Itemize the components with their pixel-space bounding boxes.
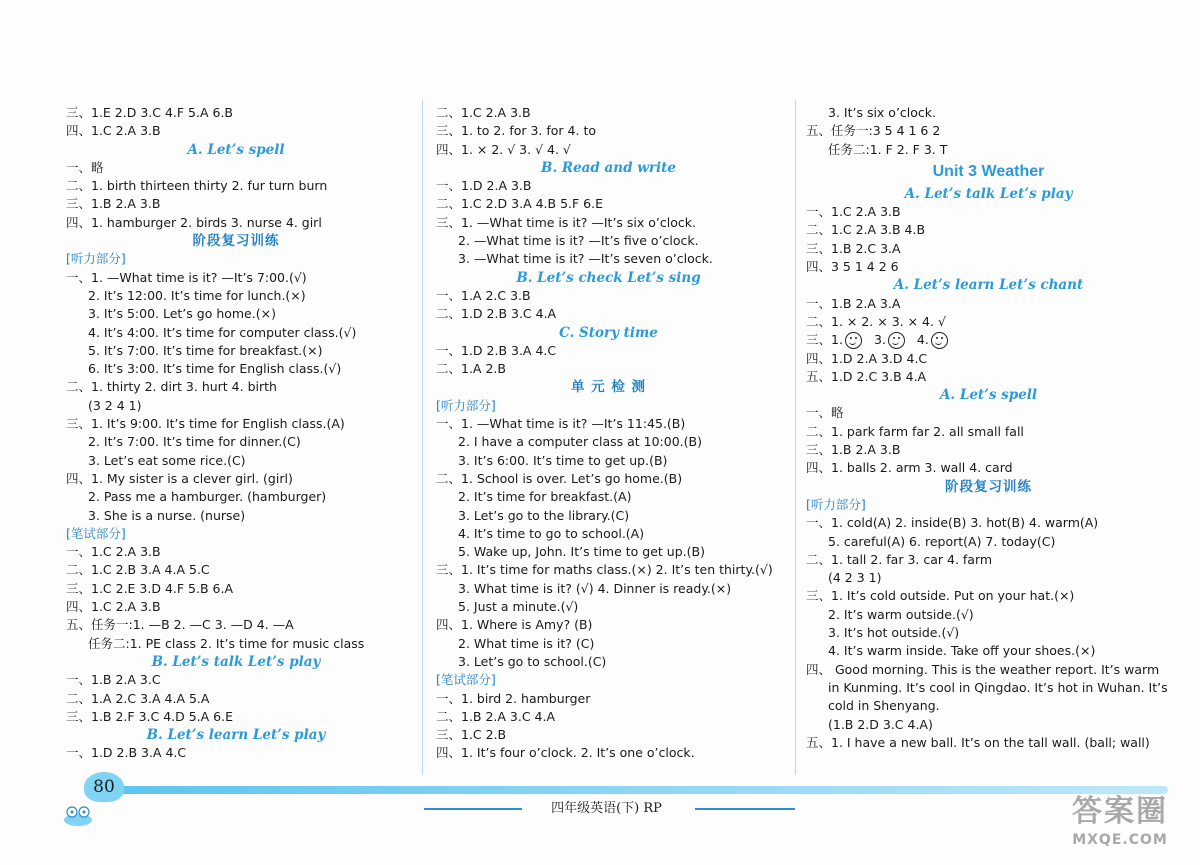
- answer-line: 2. It’s warm outside.(√): [828, 606, 974, 622]
- answer-line: 2. It’s time for breakfast.(A): [458, 489, 632, 505]
- answer-line: 5. It’s 7:00. It’s time for breakfast.(×): [88, 342, 323, 358]
- answer-line: 3. It’s 6:00. It’s time to get up.(B): [458, 452, 668, 468]
- answer-line: 五、1.D 2.C 3.B 4.A: [806, 368, 927, 384]
- answer-line: 2. What time is it? (C): [458, 635, 595, 651]
- answer-line: 三、1.B 2.A 3.B: [806, 442, 901, 458]
- answer-line: cold in Shenyang.: [828, 698, 940, 714]
- answer-line: 3. It’s 5:00. Let’s go home.(×): [88, 306, 276, 322]
- answer-line: 一、1.C 2.A 3.B: [66, 544, 161, 560]
- answer-line: 一、1.D 2.A 3.B: [436, 178, 532, 194]
- answer-line: 5. Just a minute.(√): [458, 599, 579, 615]
- smiley-face-icon: [845, 332, 862, 349]
- footer-rule-left: [424, 808, 522, 810]
- smiley-face-icon: [888, 332, 905, 349]
- answer-line: 三、1. —What time is it? —It’s six o’clock.: [436, 214, 696, 230]
- answer-line: 二、1.C 2.A 3.B 4.B: [806, 222, 926, 238]
- answer-line: 2. —What time is it? —It’s five o’clock.: [458, 233, 699, 249]
- answer-line: 2. I have a computer class at 10:00.(B): [458, 434, 702, 450]
- answer-line: 二、1. × 2. × 3. × 4. √: [806, 313, 946, 329]
- part-label: [听力部分]: [806, 496, 866, 512]
- answer-number: 三、1.: [806, 332, 843, 348]
- answer-line: (4 2 3 1): [828, 570, 882, 586]
- answer-line: 四、 Good morning. This is the weather report. It’s warm: [806, 661, 1160, 677]
- section-heading: A. Let’s spell: [939, 387, 1038, 404]
- column-right: [806, 104, 1171, 752]
- answer-line: 一、1.D 2.B 3.A 4.C: [66, 745, 187, 761]
- book-title: 四年级英语(下) RP: [551, 801, 662, 816]
- answer-line: 二、1. School is over. Let’s go home.(B): [436, 470, 683, 486]
- mascot-icon: [58, 800, 98, 828]
- answer-line: 四、1. My sister is a clever girl. (girl): [66, 470, 293, 486]
- page-number: 80: [84, 772, 124, 802]
- column-divider: [422, 100, 423, 775]
- watermark-text: 答案圈: [1072, 794, 1168, 829]
- answer-line: 一、1.A 2.C 3.B: [436, 287, 531, 303]
- answer-line: 5. careful(A) 6. report(A) 7. today(C): [828, 533, 1056, 549]
- answer-line: 二、1. park farm far 2. all small fall: [806, 423, 1024, 439]
- answer-line: 四、1. Where is Amy? (B): [436, 617, 593, 633]
- answer-line: 二、1. tall 2. far 3. car 4. farm: [806, 551, 993, 567]
- answer-line: 四、1.D 2.A 3.D 4.C: [806, 350, 928, 366]
- answer-line: 三、1.C 2.B: [436, 727, 507, 743]
- answer-line: in Kunming. It’s cool in Qingdao. It’s hot in Wuhan. It’s: [828, 679, 1168, 695]
- answer-line: (1.B 2.D 3.C 4.A): [828, 716, 933, 732]
- answer-line: 二、1.A 2.B: [436, 361, 506, 377]
- answer-line: 五、1. I have a new ball. It’s on the tall wall. (ball; wall): [806, 734, 1150, 750]
- section-heading: A. Let’s learn Let’s chant: [893, 277, 1084, 294]
- chapter-heading: 单 元 检 测: [570, 379, 647, 396]
- answer-line: 5. Wake up, John. It’s time to get up.(B): [458, 544, 705, 560]
- answer-line: 一、1.B 2.A 3.A: [806, 295, 901, 311]
- watermark-url: MXQE.COM: [1072, 832, 1168, 848]
- answer-line: 四、3 5 1 4 2 6: [806, 259, 899, 275]
- section-heading: B. Let’s talk Let’s play: [151, 653, 321, 670]
- answer-line: 一、1.C 2.A 3.B: [806, 204, 901, 220]
- part-label: [笔试部分]: [66, 525, 126, 541]
- chapter-heading: 阶段复习训练: [945, 478, 1032, 495]
- answer-line: 四、1. It’s four o’clock. 2. It’s one o’clock.: [436, 745, 695, 761]
- answer-number: 4.: [916, 332, 929, 348]
- answer-line: 4. It’s 4:00. It’s time for computer class.(√): [88, 324, 357, 340]
- column-middle: [436, 104, 781, 763]
- answer-line: 3. —What time is it? —It’s seven o’clock.: [458, 251, 713, 267]
- section-heading: B. Let’s learn Let’s play: [146, 727, 326, 744]
- part-label: [笔试部分]: [436, 672, 496, 688]
- section-heading: B. Let’s check Let’s sing: [516, 269, 701, 286]
- answer-line: 二、1.C 2.A 3.B: [436, 105, 531, 120]
- answer-line: 二、1.B 2.A 3.C 4.A: [436, 708, 556, 724]
- column-left: [66, 104, 406, 763]
- answer-line: 三、1. It’s 9:00. It’s time for English class.(A): [66, 416, 345, 432]
- answer-line: 2. Pass me a hamburger. (hamburger): [88, 489, 327, 505]
- answer-line: 二、1. thirty 2. dirt 3. hurt 4. birth: [66, 379, 277, 395]
- answer-line: 五、任务一:1. —B 2. —C 3. —D 4. —A: [66, 617, 294, 633]
- answer-line: 四、1.C 2.A 3.B: [66, 123, 161, 139]
- answer-line: 4. It’s warm inside. Take off your shoes.(×): [828, 643, 1096, 659]
- column-divider: [795, 100, 796, 775]
- answer-line: 一、1. —What time is it? —It’s 11:45.(B): [436, 416, 686, 432]
- answer-line: 一、1.D 2.B 3.A 4.C: [436, 342, 557, 358]
- chapter-heading: 阶段复习训练: [192, 233, 280, 250]
- answer-line: 三、1. It’s time for maths class.(×) 2. It’s ten thirty.(√): [436, 562, 773, 578]
- answer-line: 一、略: [806, 405, 844, 421]
- footer-bar: [88, 786, 1168, 794]
- answer-line: 3. It’s hot outside.(√): [828, 625, 960, 641]
- answer-line: 一、1. —What time is it? —It’s 7:00.(√): [66, 269, 307, 285]
- answer-line: 四、1. hamburger 2. birds 3. nurse 4. girl: [66, 214, 322, 230]
- answer-line: 三、1. to 2. for 3. for 4. to: [436, 123, 596, 139]
- answer-line: 3. Let’s eat some rice.(C): [88, 452, 246, 468]
- section-heading: C. Story time: [559, 324, 658, 341]
- unit-title: Unit 3 Weather: [932, 162, 1045, 180]
- answer-line: 三、1.E 2.D 3.C 4.F 5.A 6.B: [66, 105, 233, 120]
- answer-line: 三、1.B 2.C 3.A: [806, 240, 901, 256]
- part-label: [听力部分]: [436, 397, 496, 413]
- section-heading: A. Let’s talk Let’s play: [904, 185, 1073, 202]
- answer-line: 二、1. birth thirteen thirty 2. fur turn burn: [66, 178, 328, 194]
- smiley-face-icon: [931, 332, 948, 349]
- answer-line: 三、1.B 2.F 3.C 4.D 5.A 6.E: [66, 708, 233, 724]
- answer-line: 三、1.C 2.E 3.D 4.F 5.B 6.A: [66, 580, 233, 596]
- footer-rule-right: [695, 808, 795, 810]
- answer-line: 一、略: [66, 159, 104, 175]
- answer-line: 一、1. bird 2. hamburger: [436, 690, 591, 706]
- answer-line: 一、1.B 2.A 3.C: [66, 672, 161, 688]
- answer-line: 2. It’s 12:00. It’s time for lunch.(×): [88, 287, 306, 303]
- answer-line: 4. It’s time to go to school.(A): [458, 525, 645, 541]
- answer-line: 3. It’s six o’clock.: [828, 105, 937, 120]
- answer-line: (3 2 4 1): [88, 397, 142, 413]
- answer-line: 3. What time is it? (√) 4. Dinner is ready.(×): [458, 580, 732, 596]
- answer-line: 三、1. It’s cold outside. Put on your hat.(×): [806, 588, 1075, 604]
- watermark-logo: [1060, 792, 1180, 862]
- answer-line: 6. It’s 3:00. It’s time for English class.(√): [88, 361, 342, 377]
- part-label: [听力部分]: [66, 251, 126, 267]
- answer-line: 3. She is a nurse. (nurse): [88, 507, 246, 523]
- answer-line: 二、1.A 2.C 3.A 4.A 5.A: [66, 690, 210, 706]
- answer-line: 二、1.D 2.B 3.C 4.A: [436, 306, 557, 322]
- answer-line: 四、1. balls 2. arm 3. wall 4. card: [806, 460, 1013, 476]
- section-heading: B. Read and write: [541, 159, 676, 176]
- answer-line: 任务二:1. PE class 2. It’s time for music class: [88, 635, 365, 651]
- answer-line: 二、1.C 2.D 3.A 4.B 5.F 6.E: [436, 196, 603, 212]
- answer-line: 一、1. cold(A) 2. inside(B) 3. hot(B) 4. warm(A): [806, 515, 1099, 531]
- answer-line: 五、任务一:3 5 4 1 6 2: [806, 123, 941, 139]
- answer-line: 四、1. × 2. √ 3. √ 4. √: [436, 141, 571, 157]
- section-heading: A. Let’s spell: [187, 141, 285, 158]
- answer-line: 任务二:1. F 2. F 3. T: [828, 141, 948, 157]
- answer-line: 三、1.B 2.A 3.B: [66, 196, 161, 212]
- answer-line: 四、1.C 2.A 3.B: [66, 599, 161, 615]
- answer-line: [806, 331, 1171, 349]
- answer-line: 3. Let’s go to school.(C): [458, 653, 607, 669]
- answer-line: 二、1.C 2.B 3.A 4.A 5.C: [66, 562, 210, 578]
- answer-number: 3.: [873, 332, 886, 348]
- answer-line: 2. It’s 7:00. It’s time for dinner.(C): [88, 434, 301, 450]
- answer-line: 3. Let’s go to the library.(C): [458, 507, 630, 523]
